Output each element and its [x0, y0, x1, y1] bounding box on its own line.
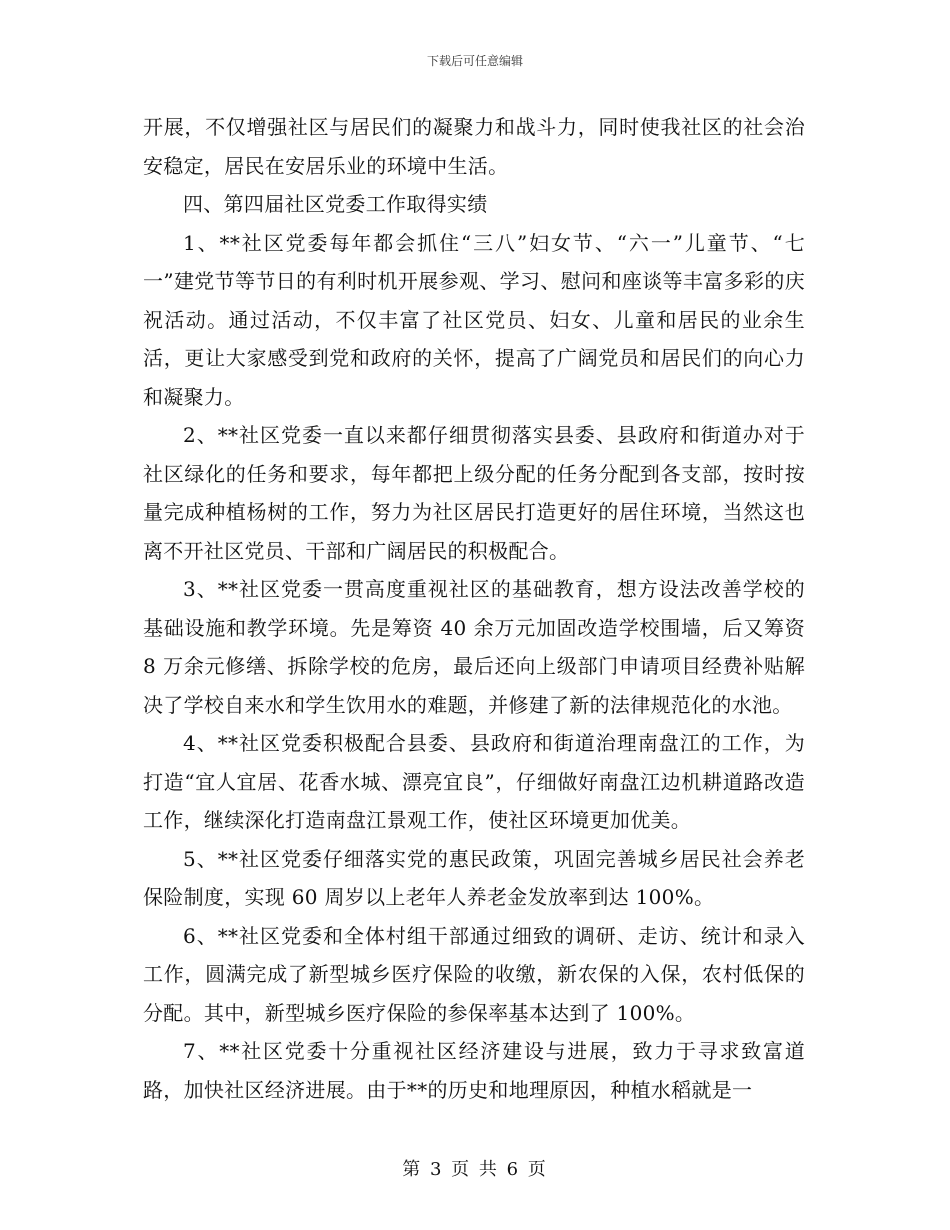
- document-body: [143, 108, 805, 1109]
- paragraph-item-3: 3、**社区党委一贯高度重视社区的基础教育，想方设法改善学校的基础设施和教学环境。先是筹资 40 余万元加固改造学校围墙，后又筹资 8 万余元修缮、拆除学校的危房，最后还向上级部门申请项目经费补贴解决了学校自来水和学生饮用水的难题，并修建了新的法律规范化的水池。: [143, 577, 805, 717]
- paragraph-item-1: 1、**社区党委每年都会抓住“三八”妇女节、“六一”儿童节、“七一”建党节等节日的有利时机开展参观、学习、慰问和座谈等丰富多彩的庆祝活动。通过活动，不仅丰富了社区党员、妇女、儿童和居民的业余生活，更让大家感受到党和政府的关怀，提高了广阔党员和居民们的向心力和凝聚力。: [143, 230, 805, 409]
- paragraph-item-7: 7、**社区党委十分重视社区经济建设与进展，致力于寻求致富道路，加快社区经济进展。由于**的历史和地理原因，种植水稻就是一: [143, 1039, 805, 1102]
- paragraph-item-5: 5、**社区党委仔细落实党的惠民政策，巩固完善城乡居民社会养老保险制度，实现 60 周岁以上老年人养老金发放率到达 100%。: [143, 846, 805, 909]
- paragraph-item-2: 2、**社区党委一直以来都仔细贯彻落实县委、县政府和街道办对于社区绿化的任务和要求，每年都把上级分配的任务分配到各支部，按时按量完成种植杨树的工作，努力为社区居民打造更好的居住环境，当然这也离不开社区党员、干部和广阔居民的积极配合。: [143, 423, 805, 563]
- paragraph-continuation: 开展，不仅增强社区与居民们的凝聚力和战斗力，同时使我社区的社会治安稳定，居民在安居乐业的环境中生活。: [143, 115, 805, 178]
- paragraph-item-6: 6、**社区党委和全体村组干部通过细致的调研、走访、统计和录入工作，圆满完成了新型城乡医疗保险的收缴，新农保的入保，农村低保的分配。其中，新型城乡医疗保险的参保率基本达到了 100%。: [143, 923, 805, 1025]
- page-number-footer: 第 3 页 共 6 页: [402, 1159, 548, 1180]
- paragraph-item-4: 4、**社区党委积极配合县委、县政府和街道治理南盘江的工作，为打造“宜人宜居、花香水城、漂亮宜良”，仔细做好南盘江边机耕道路改造工作，继续深化打造南盘江景观工作，使社区环境更加优美。: [143, 731, 805, 832]
- page-header-note: 下载后可任意编辑: [426, 54, 523, 68]
- section-heading: 四、第四届社区党委工作取得实绩: [183, 192, 488, 216]
